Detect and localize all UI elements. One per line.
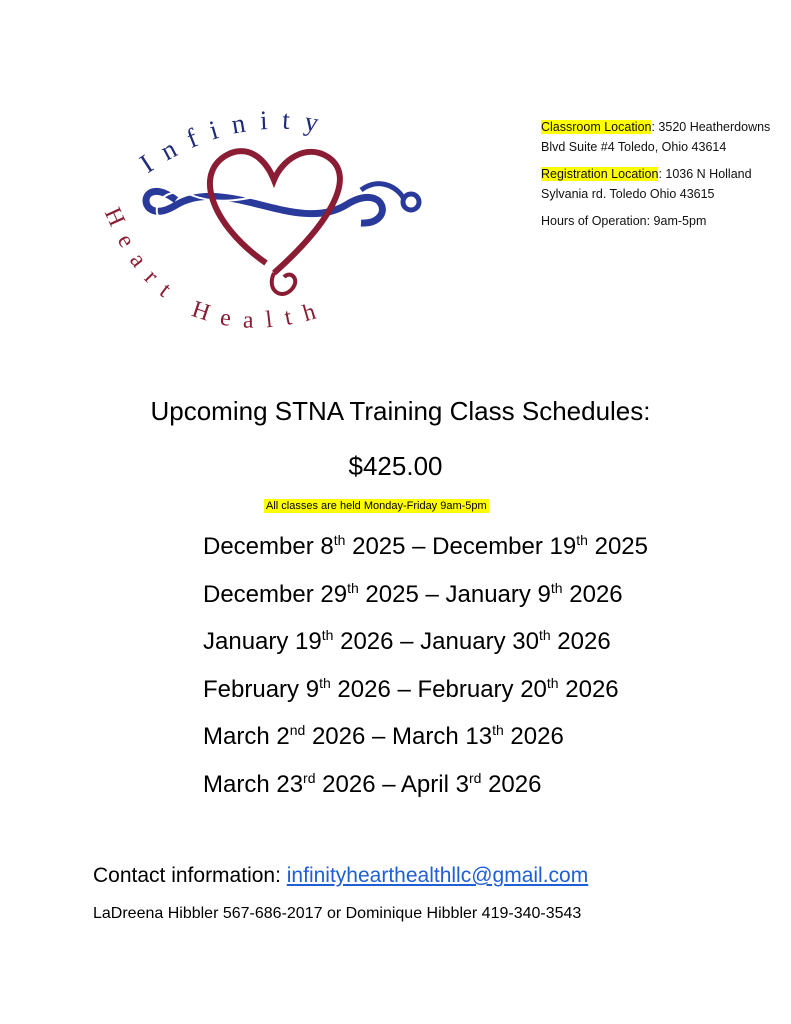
registration-location-value: : 1036 N Holland Sylvania rd. Toledo Ohio 43615 <box>541 167 752 201</box>
schedule-item: January 19th 2026 – January 30th 2026 <box>203 627 611 655</box>
schedule-item: February 9th 2026 – February 20th 2026 <box>203 674 619 703</box>
registration-location-label: Registration Location <box>541 167 659 181</box>
registration-location <box>541 164 781 204</box>
schedule-item: March 23rd 2026 – April 3rd 2026 <box>203 769 542 798</box>
contact-phones: LaDreena Hibbler 567-686-2017 or Dominique Hibbler 419-340-3543 <box>93 905 582 922</box>
classroom-location-label: Classroom Location <box>541 120 652 134</box>
schedule-note: All classes are held Monday-Friday 9am-5pm <box>266 500 487 512</box>
page-title: Upcoming STNA Training Class Schedules: <box>150 396 651 426</box>
svg-text:Infinity: Infinity <box>134 104 335 179</box>
price: $425.00 <box>348 451 443 481</box>
location-info <box>541 117 781 238</box>
schedule-item: December 8th 2025 – December 19th 2025 <box>203 532 648 560</box>
email-link[interactable]: infinityhearthealthllc@gmail.com <box>286 864 589 887</box>
classroom-location-value: : 3520 Heatherdowns Blvd Suite #4 Toledo, Ohio 43614 <box>541 120 771 154</box>
svg-text:Heart Health: Heart Health <box>98 203 332 334</box>
hours-of-operation: Hours of Operation: 9am-5pm <box>541 214 707 228</box>
infinity-heart-health-logo <box>96 95 471 340</box>
classroom-location <box>541 117 781 157</box>
contact-information <box>93 864 588 888</box>
schedule-item: March 2nd 2026 – March 13th 2026 <box>203 722 564 750</box>
contact-label: Contact information: <box>93 864 287 887</box>
schedule-list <box>203 530 648 815</box>
schedule-item: December 29th 2025 – January 9th 2026 <box>203 579 623 608</box>
